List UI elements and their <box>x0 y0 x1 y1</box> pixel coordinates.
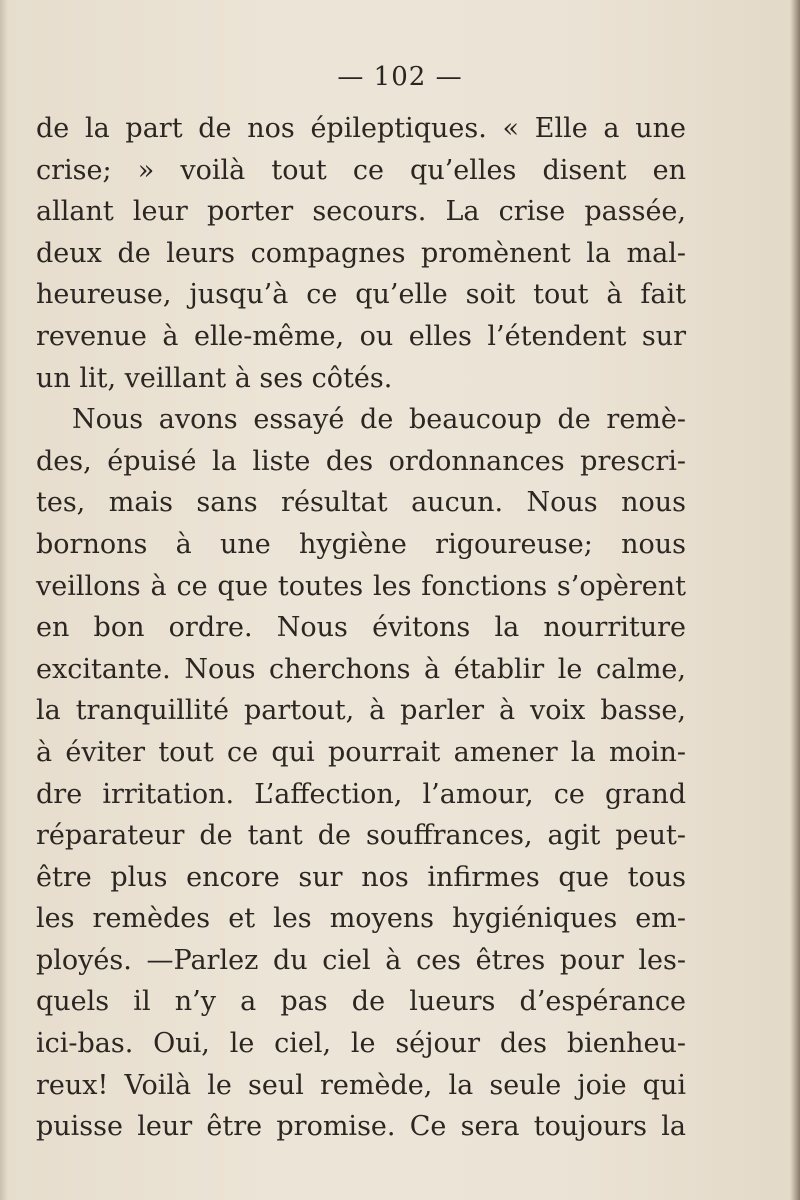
text-line-14: excitante. Nous cherchons à établir le calme, <box>36 653 686 685</box>
text-line-9: des, épuisé la liste des ordonnances prescri- <box>36 445 686 477</box>
page-number: — 102 — <box>337 62 463 92</box>
text-line-12: veillons à ce que toutes les fonctions s’opèrent <box>36 570 686 602</box>
text-line-1: de la part de nos épileptiques. « Elle a une <box>36 113 686 144</box>
text-line-19: être plus encore sur nos infirmes que tous <box>36 861 686 893</box>
text-line-25: puisse leur être promise. Ce sera toujours la <box>36 1111 686 1143</box>
text-line-3: allant leur porter secours. La crise passée, <box>36 196 686 228</box>
text-line-13: en bon ordre. Nous évitons la nourriture <box>36 612 686 644</box>
text-line-21: ployés. —Parlez du ciel à ces êtres pour les- <box>36 944 686 976</box>
text-line-8: Nous avons essayé de beaucoup de remè- <box>72 404 686 436</box>
text-line-18: réparateur de tant de souffrances, agit peut- <box>36 820 686 852</box>
text-line-22: quels il n’y a pas de lueurs d’espérance <box>36 986 686 1018</box>
text-line-10: tes, mais sans résultat aucun. Nous nous <box>36 487 686 519</box>
body-text <box>36 108 686 1148</box>
text-line-17: dre irritation. L’affection, l’amour, ce grand <box>36 778 686 810</box>
text-line-20: les remèdes et les moyens hygiéniques em- <box>36 903 686 935</box>
text-line-11: bornons à une hygiène rigoureuse; nous <box>36 528 686 560</box>
text-line-15: la tranquillité partout, à parler à voix basse, <box>36 695 686 727</box>
text-line-4: deux de leurs compagnes promènent la mal- <box>36 237 686 269</box>
text-line-24: reux! Voilà le seul remède, la seule joie qui <box>36 1069 686 1101</box>
text-line-7: un lit, veillant à ses côtés. <box>36 362 393 394</box>
page-right-edge-shadow <box>790 0 800 1200</box>
text-line-2: crise; » voilà tout ce qu’elles disent en <box>36 154 686 186</box>
text-line-16: à éviter tout ce qui pourrait amener la moin- <box>36 736 686 768</box>
text-line-5: heureuse, jusqu’à ce qu’elle soit tout à fait <box>36 279 686 311</box>
page-left-edge-shadow <box>0 0 8 1200</box>
text-line-23: ici-bas. Oui, le ciel, le séjour des bienheu- <box>36 1028 686 1060</box>
text-line-6: revenue à elle-même, ou elles l’étendent sur <box>36 320 686 352</box>
